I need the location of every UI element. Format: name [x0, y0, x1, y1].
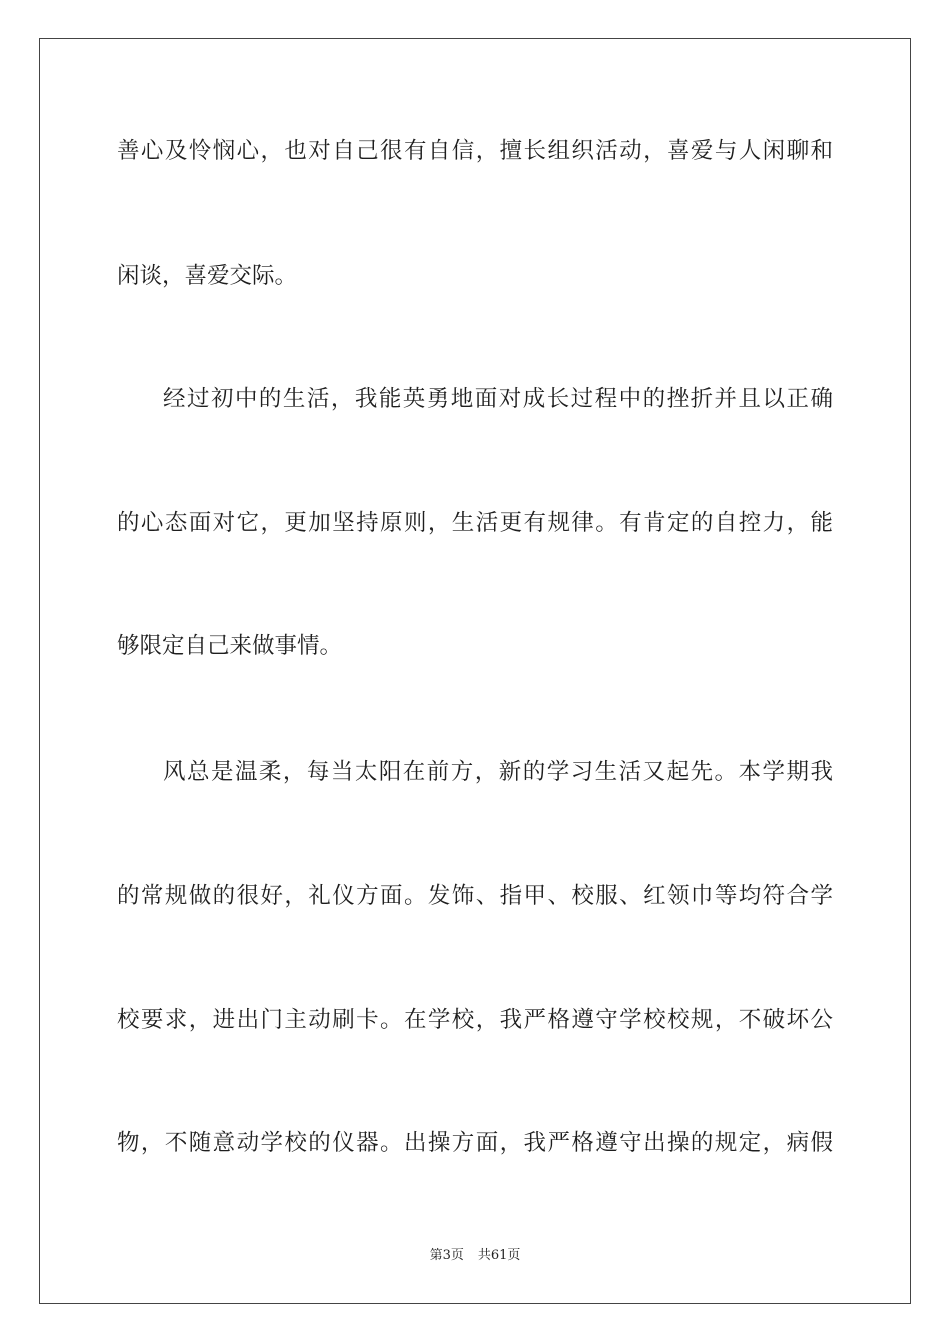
page-footer — [0, 1247, 950, 1265]
text-line-9: 物，不随意动学校的仪器。出操方面，我严格遵守出操的规定，病假 — [117, 1130, 833, 1156]
text-line-8: 校要求，进出门主动刷卡。在学校，我严格遵守学校校规，不破坏公 — [117, 1007, 833, 1033]
total-pages: 共61页 — [477, 1248, 521, 1263]
text-line-5: 够限定自己来做事情。 — [117, 633, 343, 659]
page-frame — [39, 38, 911, 1304]
text-line-1: 善心及怜悯心，也对自己很有自信，擅长组织活动，喜爱与人闲聊和 — [117, 138, 833, 164]
text-line-4: 的心态面对它，更加坚持原则，生活更有规律。有肯定的自控力，能 — [117, 510, 833, 536]
text-line-2: 闲谈，喜爱交际。 — [117, 263, 298, 289]
text-line-7: 的常规做的很好，礼仪方面。发饰、指甲、校服、红领巾等均符合学 — [117, 883, 833, 909]
text-line-6: 风总是温柔，每当太阳在前方，新的学习生活又起先。本学期我 — [163, 759, 833, 785]
page-number: 第3页 — [429, 1248, 464, 1263]
text-line-3: 经过初中的生活，我能英勇地面对成长过程中的挫折并且以正确 — [163, 386, 833, 412]
